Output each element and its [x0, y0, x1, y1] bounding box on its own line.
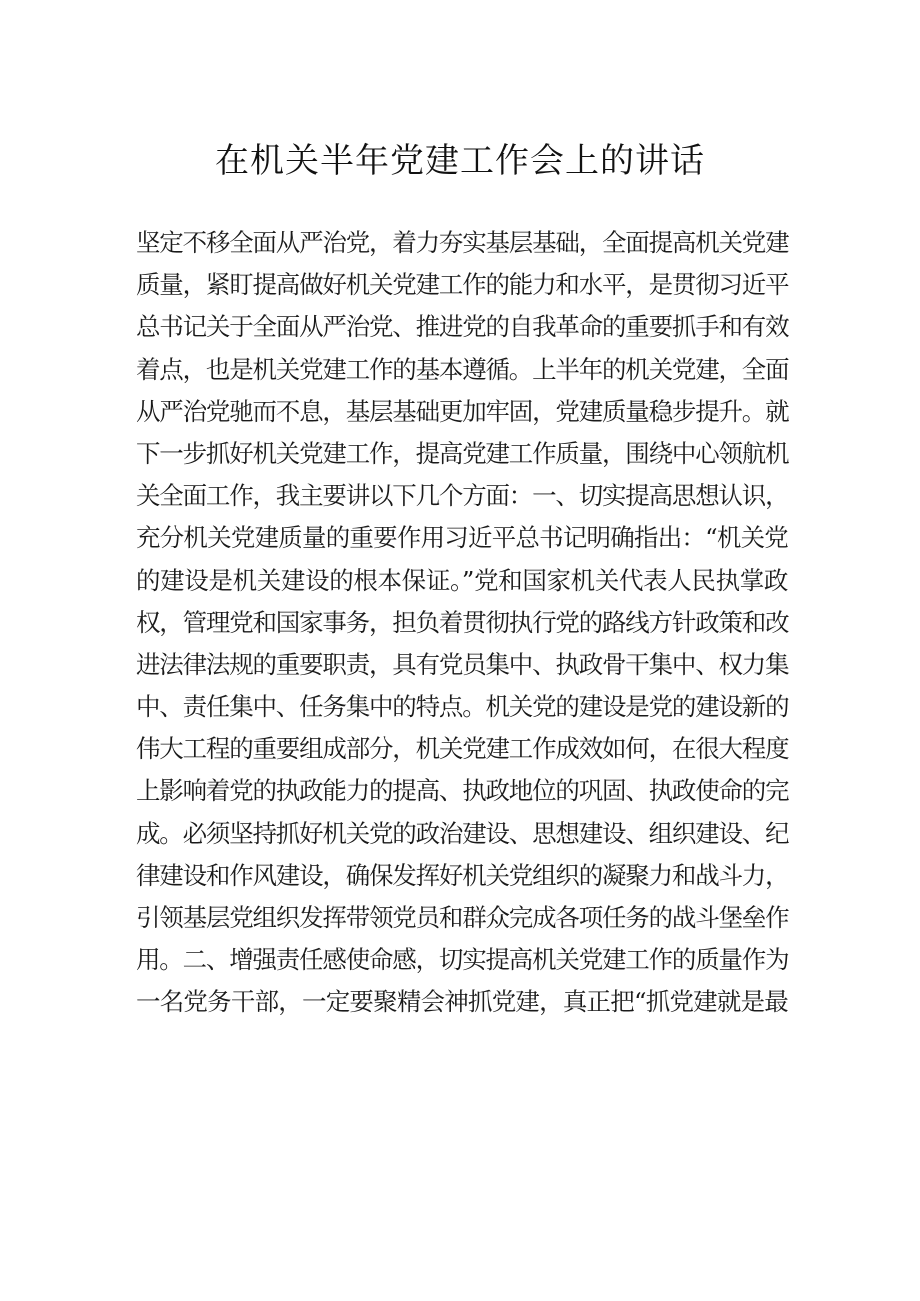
body-line: 进法律法规的重要职责，具有党员集中、执政骨干集中、权力集 [136, 649, 789, 679]
body-line: 下一步抓好机关党建工作，提高党建工作质量，围绕中心领航机 [136, 438, 789, 468]
body-line: 坚定不移全面从严治党，着力夯实基层基础，全面提高机关党建 [136, 228, 789, 257]
body-line: 律建设和作风建设，确保发挥好机关党组织的凝聚力和战斗力， [136, 860, 789, 890]
body-line: 从严治党驰而不息，基层基础更加牢固，党建质量稳步提升。就 [136, 396, 789, 426]
body-line: 权，管理党和国家事务，担负着贯彻执行党的路线方针政策和改 [136, 607, 789, 637]
document-body [136, 222, 788, 1024]
body-line: 的建设是机关建设的根本保证。”党和国家机关代表人民执掌政 [136, 565, 788, 595]
body-line: 着点，也是机关党建工作的基本遵循。上半年的机关党建，全面 [136, 354, 789, 384]
body-line: 上影响着党的执政能力的提高、执政地位的巩固、执政使命的完 [136, 776, 789, 806]
body-line: 中、责任集中、任务集中的特点。机关党的建设是党的建设新的 [136, 692, 789, 722]
body-line: 用。二、增强责任感使命感，切实提高机关党建工作的质量作为 [136, 945, 789, 975]
body-line: 一名党务干部，一定要聚精会神抓党建，真正把“抓党建就是最 [136, 987, 788, 1017]
body-line: 充分机关党建质量的重要作用习近平总书记明确指出：“机关党 [136, 523, 788, 553]
body-line: 质量，紧盯提高做好机关党建工作的能力和水平，是贯彻习近平 [136, 270, 789, 300]
body-line: 总书记关于全面从严治党、推进党的自我革命的重要抓手和有效 [136, 312, 789, 342]
body-line: 引领基层党组织发挥带领党员和群众完成各项任务的战斗堡垒作 [136, 903, 789, 932]
body-line: 成。必须坚持抓好机关党的政治建设、思想建设、组织建设、纪 [136, 818, 789, 848]
body-line: 关全面工作，我主要讲以下几个方面：一、切实提高思想认识， [136, 481, 789, 511]
body-line: 伟大工程的重要组成部分，机关党建工作成效如何，在很大程度 [136, 734, 789, 764]
document-title: 在机关半年党建工作会上的讲话 [215, 141, 705, 181]
